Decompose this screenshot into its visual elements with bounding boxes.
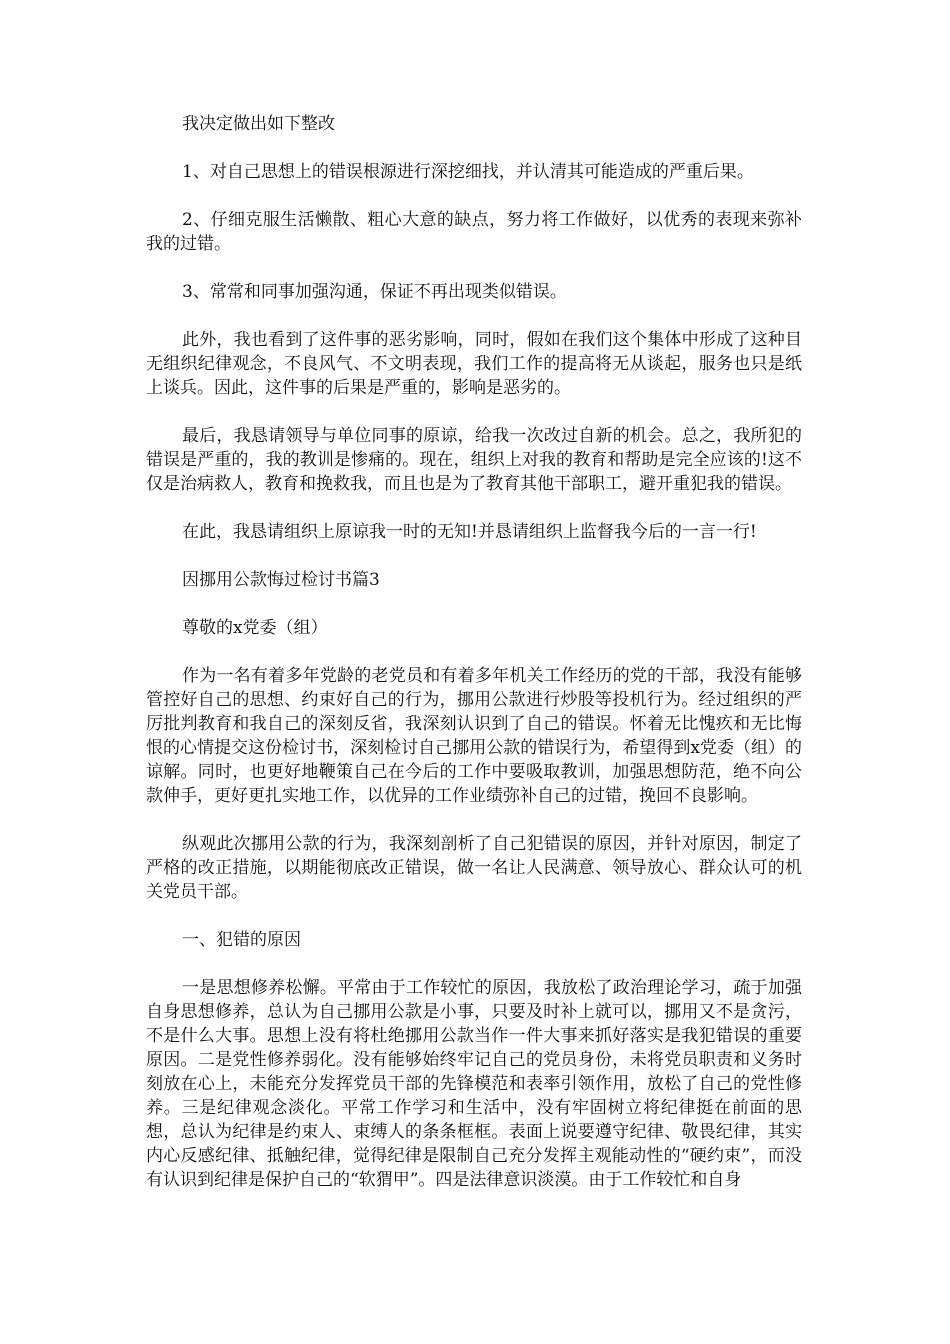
- paragraph-item-3: 3、常常和同事加强沟通，保证不再出现类似错误。: [182, 282, 567, 302]
- paragraph-analysis: 纵观此次挪用公款的行为，我深刻剖析了自己犯错误的原因，并针对原因，制定了严格的改正措施，以期能彻底改正错误，做一名让人民满意、领导放心、群众认可的机关党员干部。: [146, 834, 802, 902]
- paragraph-consequences: 此外，我也看到了这件事的恶劣影响，同时，假如在我们这个集体中形成了这种目无组织纪律观念，不良风气、不文明表现，我们工作的提高将无从谈起，服务也只是纸上谈兵。因此，这件事的后果是严重的，影响是恶劣的。: [146, 330, 802, 398]
- paragraph-item-2: 2、仔细克服生活懒散、粗心大意的缺点，努力将工作做好，以优秀的表现来弥补我的过错。: [146, 210, 802, 254]
- paragraph-rectification-intro: 我决定做出如下整改: [182, 114, 335, 134]
- paragraph-plea: 最后，我恳请领导与单位同事的原谅，给我一次改过自新的机会。总之，我所犯的错误是严重的，我的教训是惨痛的。现在，组织上对我的教育和帮助是完全应该的!这不仅是治病救人，教育和挽救我，而且也是为了教育其他干部职工，避开重犯我的错误。: [146, 426, 802, 494]
- salutation: 尊敬的x党委（组）: [182, 618, 328, 638]
- paragraph-item-1: 1、对自己思想上的错误根源进行深挖细找，并认清其可能造成的严重后果。: [182, 162, 754, 182]
- heading-reasons: 一、犯错的原因: [182, 930, 301, 950]
- paragraph-closing: 在此，我恳请组织上原谅我一时的无知!并恳请组织上监督我今后的一言一行!: [182, 522, 757, 542]
- document-body: [146, 112, 802, 1216]
- section-title: 因挪用公款悔过检讨书篇3: [182, 570, 380, 590]
- paragraph-self-reflection: 作为一名有着多年党龄的老党员和有着多年机关工作经历的党的干部，我没有能够管控好自己的思想、约束好自己的行为，挪用公款进行炒股等投机行为。经过组织的严厉批判教育和我自己的深刻反省，我深刻认识到了自己的错误。怀着无比愧疚和无比悔恨的心情提交这份检讨书，深刻检讨自己挪用公款的错误行为，希望得到x党委（组）的谅解。同时，也更好地鞭策自己在今后的工作中要吸取教训，加强思想防范，绝不向公款伸手，更好更扎实地工作，以优异的工作业绩弥补自己的过错，挽回不良影响。: [146, 666, 802, 806]
- paragraph-reasons: 一是思想修养松懈。平常由于工作较忙的原因，我放松了政治理论学习，疏于加强自身思想修养，总认为自己挪用公款是小事，只要及时补上就可以，挪用又不是贪污，不是什么大事。思想上没有将杜绝挪用公款当作一件大事来抓好落实是我犯错误的重要原因。二是党性修养弱化。没有能够始终牢记自己的党员身份，未将党员职责和义务时刻放在心上，未能充分发挥党员干部的先锋模范和表率引领作用，放松了自己的党性修养。三是纪律观念淡化。平常工作学习和生活中，没有牢固树立将纪律挺在前面的思想，总认为纪律是约束人、束缚人的条条框框。表面上说要遵守纪律、敬畏纪律，其实内心反感纪律、抵触纪律，觉得纪律是限制自己充分发挥主观能动性的“硬约束”，而没有认识到纪律是保护自己的“软猬甲”。四是法律意识淡漠。由于工作较忙和自身: [146, 978, 802, 1190]
